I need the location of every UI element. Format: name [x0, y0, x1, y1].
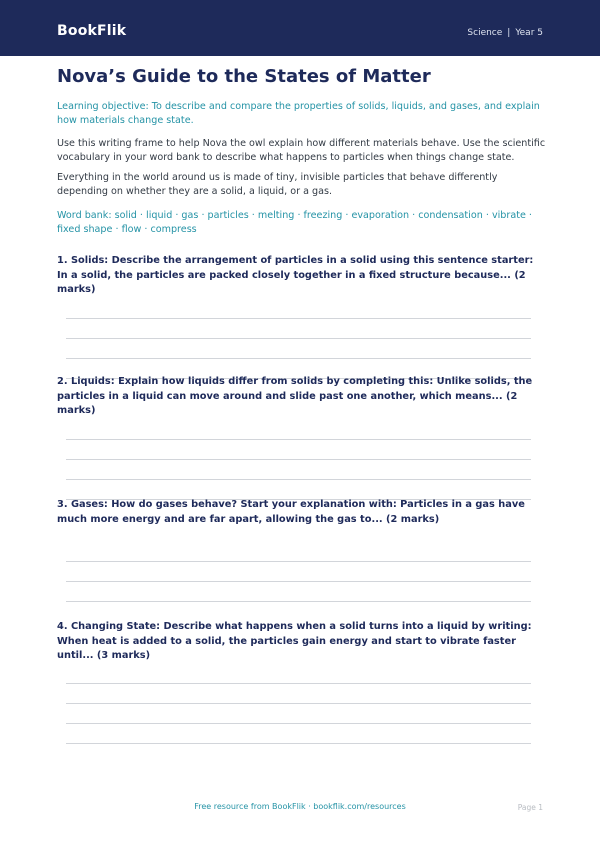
- page-number: Page 1: [517, 803, 543, 812]
- answer-line[interactable]: [66, 703, 531, 704]
- brand-logo: BookFlik: [57, 23, 127, 39]
- answer-line[interactable]: [66, 439, 531, 440]
- answer-line[interactable]: [66, 723, 531, 724]
- context-paragraph: Everything in the world around us is made of tiny, invisible particles that behave differently depending on whether they are a solid, a liquid, or a gas.: [57, 172, 498, 197]
- page-title: Nova’s Guide to the States of Matter: [57, 66, 431, 87]
- answer-line[interactable]: [66, 459, 531, 460]
- intro-paragraph: Use this writing frame to help Nova the owl explain how different materials behave. Use the scientific vocabulary in your word bank to describe what happens to particles when things change state.: [57, 138, 546, 163]
- question-1: 1. Solids: Describe the arrangement of particles in a solid using this sentence starter: In a solid, the particles are packed closely together in a fixed structure because... (2 marks): [57, 255, 534, 295]
- question-4: 4. Changing State: Describe what happens when a solid turns into a liquid by writing: When heat is added to a solid, the particles gain energy and start to vibrate faster until... (3 marks): [57, 621, 532, 661]
- answer-line[interactable]: [66, 479, 531, 480]
- subject-year: [467, 28, 543, 38]
- subject-label: Science: [467, 28, 503, 38]
- answer-line[interactable]: [66, 581, 531, 582]
- answer-line[interactable]: [66, 561, 531, 562]
- question-2: 2. Liquids: Explain how liquids differ from solids by completing this: Unlike solids, the particles in a liquid can move around and slide past one another, which means... (2 marks): [57, 376, 533, 416]
- learning-objective: Learning objective: To describe and compare the properties of solids, liquids, and gases, and explain how materials change state.: [57, 101, 540, 126]
- answer-line[interactable]: [66, 683, 531, 684]
- answer-line[interactable]: [66, 338, 531, 339]
- footer-credit: Free resource from BookFlik · bookflik.com/resources: [194, 802, 406, 811]
- meta-separator: |: [507, 28, 511, 38]
- year-label: Year 5: [515, 28, 543, 38]
- page-header: [0, 0, 600, 56]
- answer-line[interactable]: [66, 743, 531, 744]
- answer-line[interactable]: [66, 358, 531, 359]
- answer-line[interactable]: [66, 601, 531, 602]
- word-bank: Word bank: solid · liquid · gas · particles · melting · freezing · evaporation · condensation · vibrate · fixed shape · flow · compress: [57, 210, 532, 235]
- answer-line[interactable]: [66, 318, 531, 319]
- question-3: 3. Gases: How do gases behave? Start your explanation with: Particles in a gas have much more energy and are far apart, allowing the gas to... (2 marks): [57, 499, 525, 525]
